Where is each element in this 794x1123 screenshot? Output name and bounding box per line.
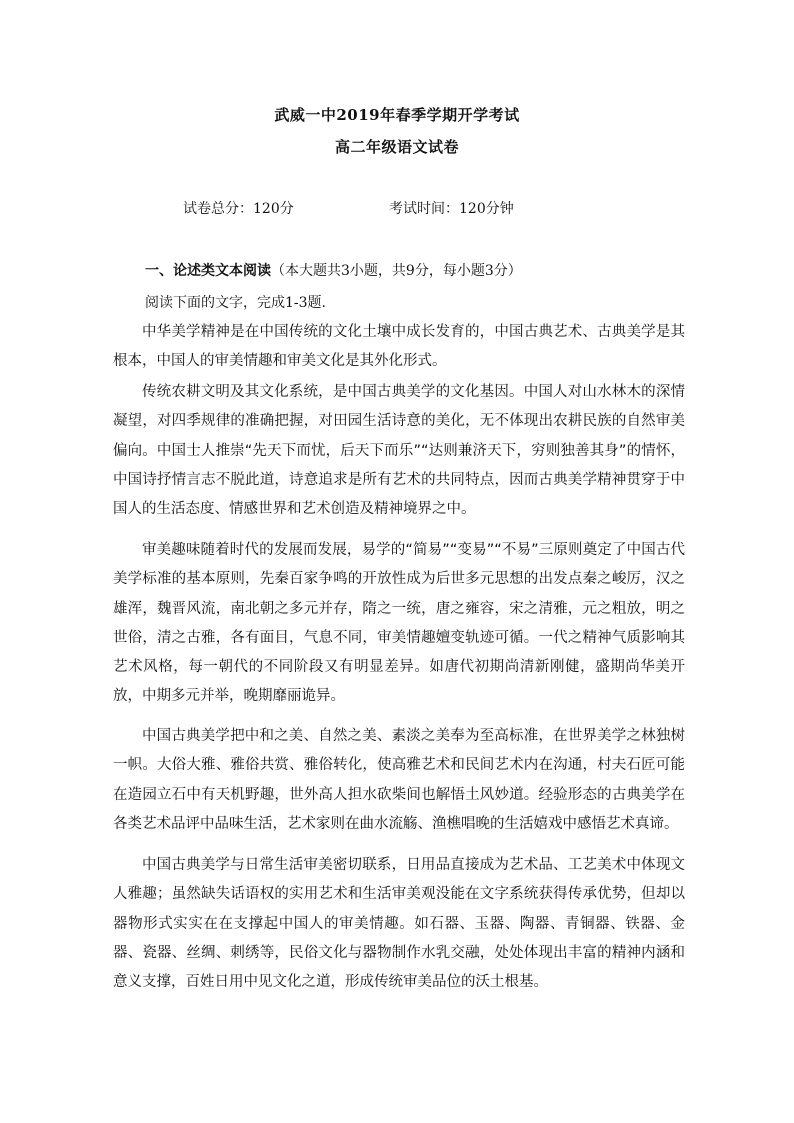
reading-paragraph-2: 传统农耕文明及其文化系统，是中国古典美学的文化基因。中国人对山水林木的深情凝望，对四季规律的准确把握，对田园生活诗意的美化，无不体现出农耕民族的自然审美偏向。中国士人推崇“先天下而忧，后天下而乐”“达则兼济天下，穷则独善其身”的情怀，中国诗抒情言志不脱此道，诗意追求是所有艺术的共同特点，因而古典美学精神贯穿于中国人的生活态度、情感世界和艺术创造及精神境界之中。	[113, 384, 685, 518]
section-heading	[145, 260, 522, 280]
reading-paragraph-4: 中国古典美学把中和之美、自然之美、素淡之美奉为至高标准，在世界美学之林独树一帜。大俗大雅、雅俗共赏、雅俗转化，使高雅艺术和民间艺术内在沟通，村夫石匠可能在造园立石中有天机野趣，世外高人担水砍柴间也解悟土风妙道。经验形态的古典美学在各类艺术品评中品味生活，艺术家则在曲水流觞、渔樵唱晚的生活嬉戏中感悟艺术真谛。	[113, 728, 685, 832]
section-heading-title: 一、论述类文本阅读	[145, 263, 271, 279]
exam-time: 考试时间：120分钟	[389, 201, 514, 217]
reading-paragraph-3: 审美趣味随着时代的发展而发展，易学的“简易”“变易”“不易”三原则奠定了中国古代美学标准的基本原则，先秦百家争鸣的开放性成为后世多元思想的出发点秦之峻厉，汉之雄浑，魏晋风流，南北朝之多元并存，隋之一统，唐之雍容，宋之清雅，元之粗放，明之世俗，清之古雅，各有面目，气息不同，审美情趣嬗变轨迹可循。一代之精神气质影响其艺术风格，每一朝代的不同阶段又有明显差异。如唐代初期尚清新刚健，盛期尚华美开放，中期多元并举，晚期靡丽诡异。	[113, 542, 685, 705]
total-score: 试卷总分：120分	[183, 201, 294, 217]
reading-paragraph-1: 中华美学精神是在中国传统的文化土壤中成长发育的，中国古典艺术、古典美学是其根本，中国人的审美情趣和审美文化是其外化形式。	[113, 324, 685, 370]
section-heading-note: （本大题共3小题，共9分，每小题3分）	[271, 263, 522, 279]
section-instruction: 阅读下面的文字，完成1-3题.	[145, 295, 326, 311]
reading-paragraph-5: 中国古典美学与日常生活审美密切联系，日用品直接成为艺术品、工艺美术中体现文人雅趣；虽然缺失话语权的实用艺术和生活审美观没能在文字系统获得传承优势，但却以器物形式实实在在支撑起中国人的审美情趣。如石器、玉器、陶器、青铜器、铁器、金器、瓷器、丝绸、刺绣等，民俗文化与器物制作水乳交融，处处体现出丰富的精神内涵和意义支撑，百姓日用中见文化之道，形成传统审美品位的沃土根基。	[113, 857, 685, 991]
exam-title: 武威一中2019年春季学期开学考试	[274, 106, 520, 124]
exam-subtitle: 高二年级语文试卷	[334, 138, 459, 156]
